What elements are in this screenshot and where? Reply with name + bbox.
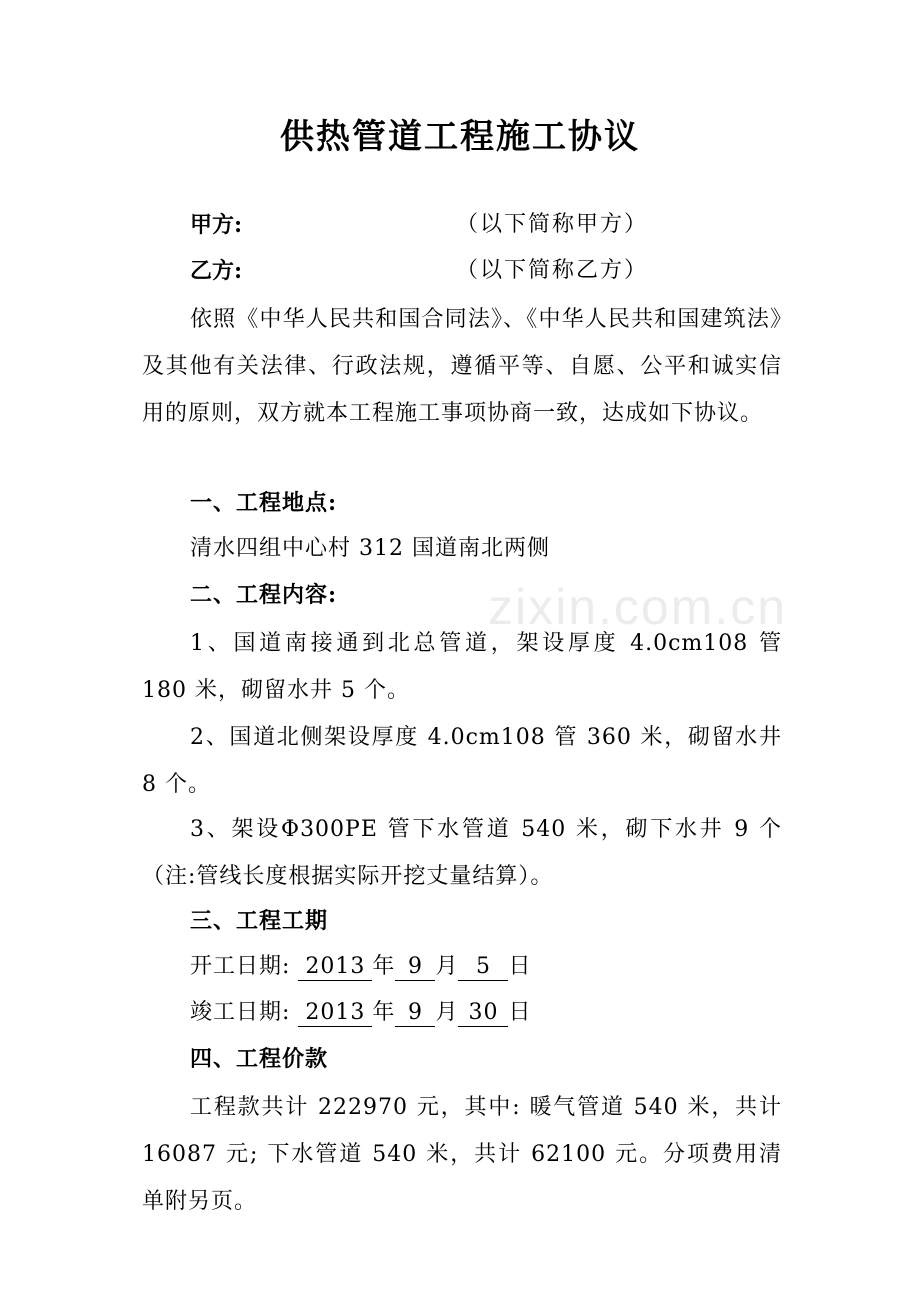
section3-heading: 三、工程工期 bbox=[190, 908, 329, 934]
end-day-value: 30 bbox=[458, 1000, 508, 1027]
start-date-line bbox=[190, 952, 531, 982]
end-date-label: 竣工日期: bbox=[190, 1000, 291, 1025]
end-month-unit: 月 bbox=[435, 1000, 459, 1025]
section4-text: 工程款共计 222970 元，其中: 暖气管道 540 米，共计 16087 元; 下水管道 540 米，共计 62100 元。分项费用清单附另页。 bbox=[142, 1095, 782, 1214]
end-date-line bbox=[190, 998, 531, 1028]
party-b-label: 乙方: bbox=[190, 258, 243, 284]
party-b-note: （以下简称乙方） bbox=[456, 258, 649, 283]
start-day-unit: 日 bbox=[508, 954, 532, 979]
end-month-value: 9 bbox=[395, 1000, 435, 1027]
start-day-value: 5 bbox=[458, 954, 508, 981]
party-a-note: （以下简称甲方） bbox=[456, 212, 649, 237]
section1-text: 清水四组中心村 312 国道南北两侧 bbox=[190, 536, 550, 561]
document-title: 供热管道工程施工协议 bbox=[280, 117, 640, 157]
section1-heading: 一、工程地点: bbox=[190, 490, 338, 516]
start-month-value: 9 bbox=[395, 954, 435, 981]
end-year-unit: 年 bbox=[372, 1000, 396, 1025]
section2-item-3: 3、架设Φ300PE 管下水管道 540 米，砌下水井 9 个（注:管线长度根据实际开挖丈量结算）。 bbox=[142, 817, 782, 889]
start-date-label: 开工日期: bbox=[190, 954, 291, 979]
intro-paragraph: 依照《中华人民共和国合同法》、《中华人民共和国建筑法》及其他有关法律、行政法规，遵循平等、自愿、公平和诚实信用的原则，双方就本工程施工事项协商一致，达成如下协议。 bbox=[142, 307, 782, 426]
section2-item-2: 2、国道北侧架设厚度 4.0cm108 管 360 米，砌留水井 8 个。 bbox=[142, 725, 782, 797]
end-day-unit: 日 bbox=[508, 1000, 532, 1025]
party-a-label: 甲方: bbox=[190, 212, 243, 238]
end-year-value: 2013 bbox=[298, 1000, 372, 1027]
watermark: zixin.com.cn bbox=[488, 579, 788, 635]
section2-item-1: 1、国道南接通到北总管道，架设厚度 4.0cm108 管 180 米，砌留水井 5 个。 bbox=[142, 631, 782, 703]
section4-heading: 四、工程价款 bbox=[190, 1046, 329, 1072]
start-month-unit: 月 bbox=[435, 954, 459, 979]
start-year-value: 2013 bbox=[298, 954, 372, 981]
start-year-unit: 年 bbox=[372, 954, 396, 979]
section2-heading: 二、工程内容: bbox=[190, 582, 338, 608]
